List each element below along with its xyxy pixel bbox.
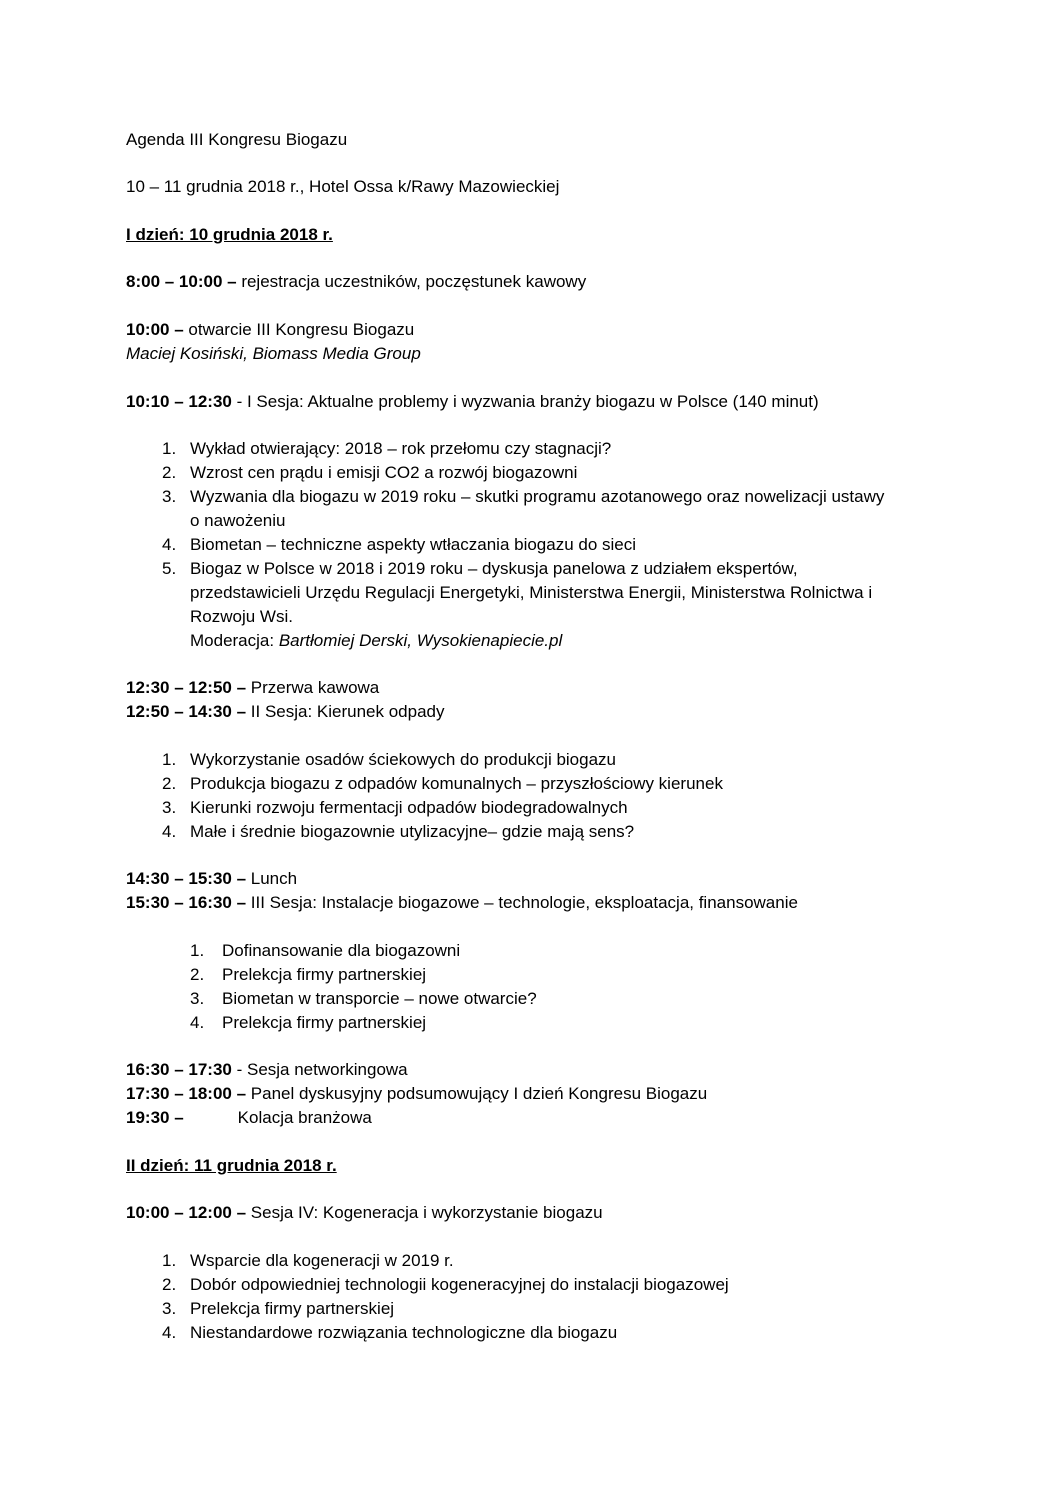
networking-text: - Sesja networkingowa (231, 1060, 408, 1079)
session2-item: Małe i średnie biogazownie utylizacyjne– gdzie mają sens? (190, 822, 635, 841)
session1-item-number: 1. (162, 439, 177, 458)
day1-heading: I dzień: 10 grudnia 2018 r. (126, 225, 333, 244)
panel-text: Panel dyskusyjny podsumowujący I dzień Kongresu Biogazu (246, 1084, 708, 1103)
session4-item: Niestandardowe rozwiązania technologiczne dla biogazu (190, 1323, 618, 1342)
session1-moderation (190, 629, 562, 653)
session3-item: Dofinansowanie dla biogazowni (222, 941, 461, 960)
coffee-break-time: 12:30 – 12:50 – (126, 678, 247, 697)
dinner-time: 19:30 – (126, 1108, 184, 1127)
moderator-name: Bartłomiej Derski, Wysokienapiecie.pl (278, 631, 563, 650)
opening-row (126, 318, 414, 342)
session2-item-number: 4. (162, 822, 177, 841)
session3-title: III Sesja: Instalacje biogazowe – technologie, eksploatacja, finansowanie (246, 893, 798, 912)
lunch-text: Lunch (246, 869, 298, 888)
session3-row (126, 891, 798, 915)
session3-item: Biometan w transporcie – nowe otwarcie? (222, 989, 537, 1008)
session3-item-number: 4. (190, 1013, 205, 1032)
session3-item-number: 1. (190, 941, 205, 960)
session3-time: 15:30 – 16:30 – (126, 893, 247, 912)
session4-row (126, 1201, 603, 1225)
session2-item-number: 3. (162, 798, 177, 817)
day2-heading: II dzień: 11 grudnia 2018 r. (126, 1156, 337, 1175)
session1-item: Wykład otwierający: 2018 – rok przełomu czy stagnacji? (190, 439, 612, 458)
event-dates-place: 10 – 11 grudnia 2018 r., Hotel Ossa k/Rawy Mazowieckiej (126, 177, 560, 196)
session4-item-number: 1. (162, 1251, 177, 1270)
coffee-break-row (126, 676, 379, 700)
session2-title: II Sesja: Kierunek odpady (246, 702, 445, 721)
session2-row (126, 700, 445, 724)
document-title: Agenda III Kongresu Biogazu (126, 130, 348, 149)
session2-item-number: 1. (162, 750, 177, 769)
session1-item: Wyzwania dla biogazu w 2019 roku – skutki programu azotanowego oraz nowelizacji ustawy (190, 487, 885, 506)
session1-title: - I Sesja: Aktualne problemy i wyzwania branży biogazu w Polsce (140 minut) (231, 392, 819, 411)
session3-item-number: 3. (190, 989, 205, 1008)
session4-item-number: 4. (162, 1323, 177, 1342)
session1-item-number: 4. (162, 535, 177, 554)
session1-item-number: 5. (162, 559, 177, 578)
session3-item-number: 2. (190, 965, 205, 984)
session1-item-number: 2. (162, 463, 177, 482)
session4-item-number: 2. (162, 1275, 177, 1294)
opening-text: otwarcie III Kongresu Biogazu (183, 320, 415, 339)
session1-item-continuation: Rozwoju Wsi. (190, 607, 293, 626)
session2-item: Kierunki rozwoju fermentacji odpadów biodegradowalnych (190, 798, 628, 817)
session1-item-continuation: przedstawicieli Urzędu Regulacji Energetyki, Ministerstwa Energii, Ministerstwa Rolnictwa i (190, 583, 873, 602)
lunch-row (126, 867, 297, 891)
networking-row (126, 1058, 408, 1082)
session1-item-number: 3. (162, 487, 177, 506)
session4-item: Wsparcie dla kogeneracji w 2019 r. (190, 1251, 454, 1270)
session3-item: Prelekcja firmy partnerskiej (222, 1013, 427, 1032)
session1-item-continuation: o nawożeniu (190, 511, 286, 530)
session2-item: Wykorzystanie osadów ściekowych do produkcji biogazu (190, 750, 616, 769)
coffee-break-text: Przerwa kawowa (246, 678, 380, 697)
session4-item: Prelekcja firmy partnerskiej (190, 1299, 395, 1318)
registration-time: 8:00 – 10:00 – (126, 272, 237, 291)
session1-row (126, 390, 819, 414)
session4-time: 10:00 – 12:00 – (126, 1203, 247, 1222)
panel-time: 17:30 – 18:00 – (126, 1084, 247, 1103)
session1-time: 10:10 – 12:30 (126, 392, 232, 411)
networking-time: 16:30 – 17:30 (126, 1060, 232, 1079)
session2-item-number: 2. (162, 774, 177, 793)
session4-title: Sesja IV: Kogeneracja i wykorzystanie biogazu (246, 1203, 603, 1222)
moderation-label: Moderacja: (190, 631, 279, 650)
panel-row (126, 1082, 707, 1106)
registration-text: rejestracja uczestników, poczęstunek kawowy (236, 272, 587, 291)
opening-time: 10:00 – (126, 320, 184, 339)
dinner-row (126, 1106, 372, 1130)
session1-item: Biogaz w Polsce w 2018 i 2019 roku – dyskusja panelowa z udziałem ekspertów, (190, 559, 798, 578)
session4-item: Dobór odpowiedniej technologii kogeneracyjnej do instalacji biogazowej (190, 1275, 729, 1294)
registration-row (126, 270, 586, 294)
session4-item-number: 3. (162, 1299, 177, 1318)
session1-item: Biometan – techniczne aspekty wtłaczania biogazu do sieci (190, 535, 637, 554)
session2-time: 12:50 – 14:30 – (126, 702, 247, 721)
opening-speaker: Maciej Kosiński, Biomass Media Group (126, 344, 421, 363)
dinner-text: Kolacja branżowa (237, 1108, 372, 1127)
lunch-time: 14:30 – 15:30 – (126, 869, 247, 888)
session3-item: Prelekcja firmy partnerskiej (222, 965, 427, 984)
session1-item: Wzrost cen prądu i emisji CO2 a rozwój biogazowni (190, 463, 578, 482)
session2-item: Produkcja biogazu z odpadów komunalnych – przyszłościowy kierunek (190, 774, 723, 793)
